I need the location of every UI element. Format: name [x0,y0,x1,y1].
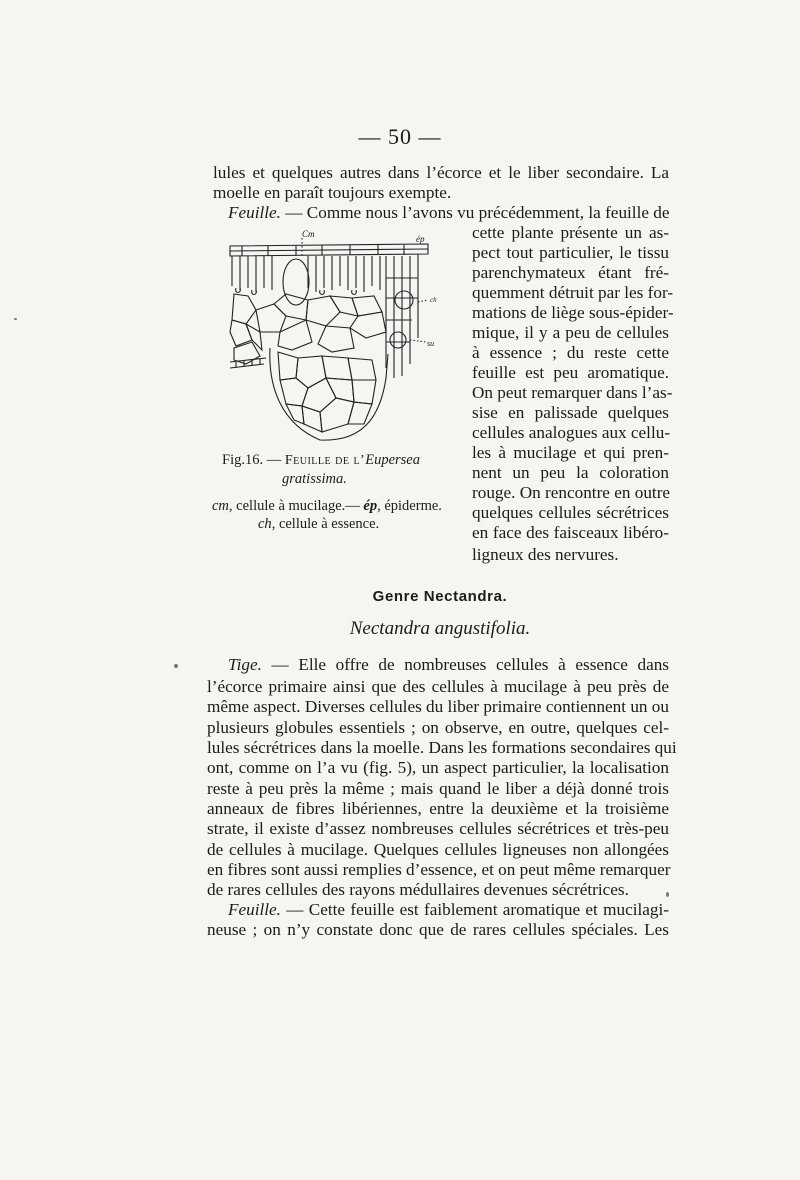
legend-abbrev: ch [258,516,272,532]
text-line: même aspect. Diverses cellules du liber primaire contiennent un ou [207,697,669,716]
species-heading: Nectandra angustifolia. [349,618,531,639]
figure-number: Fig.16. — [222,452,282,468]
text-line: strate, il existe d’assez nombreuses cellules sécrétrices et très-peu [207,819,669,838]
scan-speck [14,318,17,320]
text-line: à essence ; du reste cette [472,343,669,362]
page-number: — 50 — [358,124,442,149]
text-line: neuse ; on n’y constate donc que de rares cellules spéciales. Les [207,920,669,939]
text-line [228,655,669,675]
text-line: feuille est peu aromatique. [472,363,669,382]
text-line: mations de liège sous-épider- [472,303,674,322]
text-line: mique, il y a peu de cellules [472,323,669,342]
text-line: quemment détruit par les for- [472,283,674,302]
legend-text: , cellule à mucilage.— [228,498,364,514]
text-line [228,203,669,223]
text-line: de rares cellules des rayons médullaires devenues sécrétrices. [207,880,629,899]
text-line: en fibres sont aussi remplies d’essence, et on peut même remarquer [207,860,671,879]
text-line: lules sécrétrices dans la moelle. Dans les formations secondaires qui [207,738,677,757]
genre-heading: Genre Nectandra. [372,588,508,605]
figure-label-cm: Cm [302,229,315,239]
text-line: On peut remarquer dans l’as- [472,383,673,402]
text-line: de cellules à mucilage. Quelques cellules ligneuses non allongées [207,840,669,859]
figure-legend-line [258,515,379,533]
text-line: cette plante présente un as- [472,223,669,242]
figure-caption [222,451,420,470]
figure-caption-title: Feuille de l’ [284,453,366,468]
scan-speck [174,664,178,668]
text-line: plusieurs globules essentiels ; on observe, en outre, quelques cel- [207,718,669,737]
text-span: — Cette feuille est faiblement aromatique et mucilagi- [280,900,669,919]
text-line: ont, comme on l’a vu (fig. 5), un aspect particulier, la localisation [207,758,669,777]
figure-caption-species: Eupersea [365,452,420,468]
text-line: quelques cellules sécrétrices [472,503,669,522]
text-line: rouge. On rencontre en outre [472,483,671,502]
text-line: lules et quelques autres dans l’écorce et le liber secondaire. La [213,163,669,182]
text-line: parenchymateux étant fré- [472,263,669,282]
text-line: reste à peu près la même ; mais quand le liber a déjà donné trois [207,779,669,798]
text-line: moelle en paraît toujours exempte. [213,183,452,202]
legend-abbrev: cm [212,498,229,514]
text-line: ligneux des nervures. [472,545,619,564]
caption-span: gratissima [282,471,344,487]
section-heading-tige: Tige. [228,655,262,674]
legend-text: , cellule à essence. [271,516,380,532]
section-heading-feuille: Feuille. [228,203,281,222]
figure-legend-line [212,497,442,515]
text-span: — Elle offre de nombreuses cellules à essence dans [261,655,669,674]
legend-text: , épiderme. [377,498,442,514]
figure-caption-species-cont: gratissima. [282,471,347,487]
legend-abbrev: ép [363,498,378,514]
figure-label-ep: ép [416,234,425,244]
text-line: cellules analogues aux cellu- [472,423,671,442]
scan-speck [666,892,669,897]
text-line: en face des faisceaux libéro- [472,523,669,542]
leaf-cross-section-figure [222,228,444,450]
text-line: l’écorce primaire ainsi que des cellules à mucilage à peu près de [207,677,669,696]
text-span: — Comme nous l’avons vu précédemment, la feuille de [280,203,670,222]
figure-label-su: su [427,339,435,348]
figure-label-ch: ch [430,296,437,304]
section-heading-feuille: Feuille. [228,900,281,919]
text-line: les à mucilage et qui pren- [472,443,669,462]
text-line: anneaux de fibres libériennes, entre la deuxième et la troisième [207,799,669,818]
text-line: sise en palissade quelques [472,403,669,422]
text-line: nent un peu la coloration [472,463,669,482]
text-line: pect tout particulier, le tissu [472,243,669,262]
text-line [228,900,669,920]
